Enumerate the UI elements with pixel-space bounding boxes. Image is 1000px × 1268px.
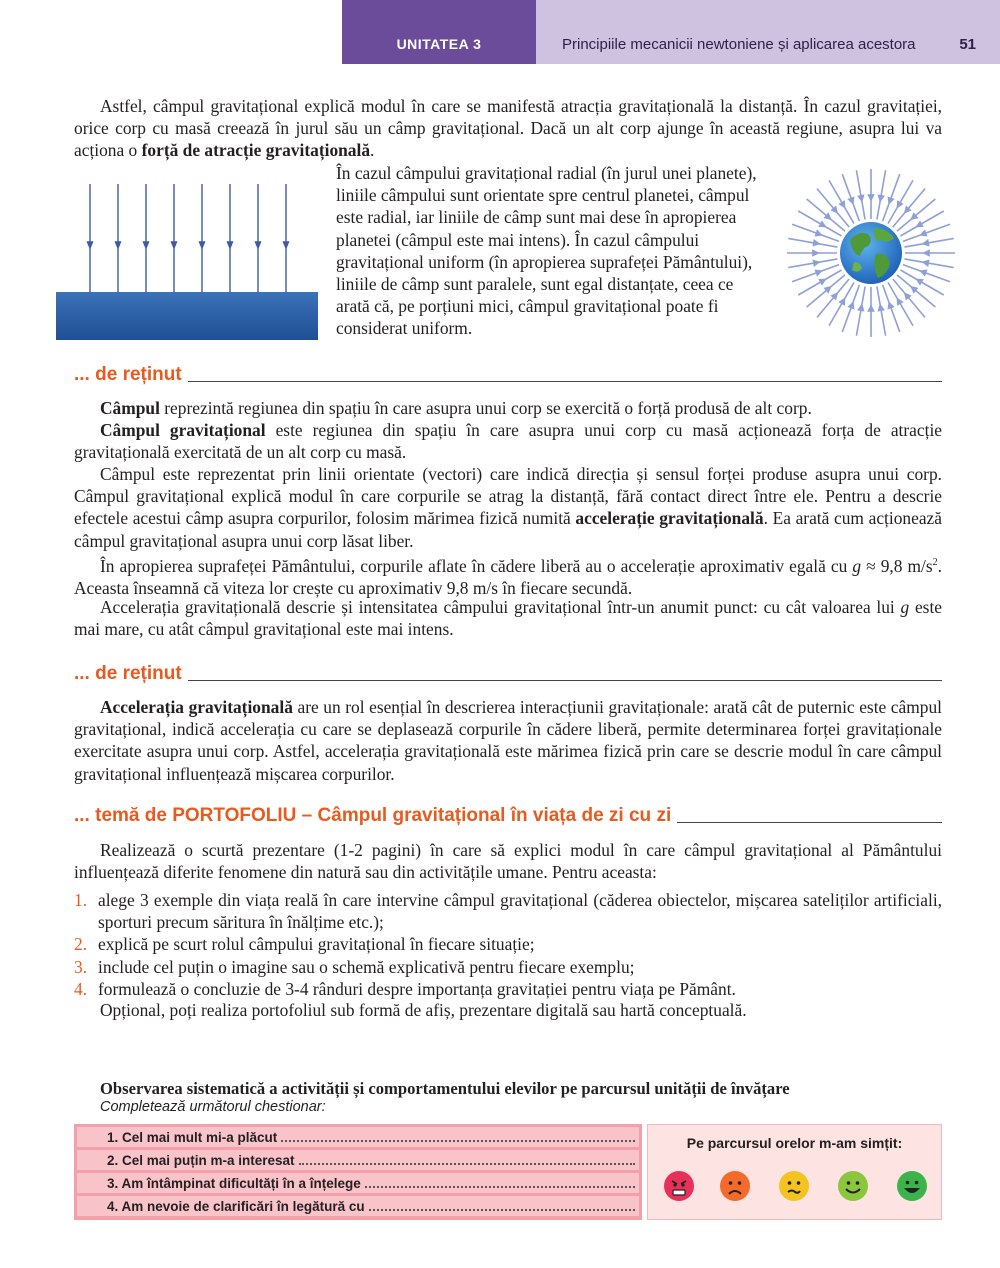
list-item: 2. explică pe scurt rolul câmpului gravitațional în fiecare situație; xyxy=(74,934,535,955)
portfolio-task-list xyxy=(74,889,942,1000)
acceleration-paragraph: Accelerația gravitațională are un rol esențial în descrierea interacțiunii gravitaționale: arată cât de puternic este câmpul gravitațional, indică accelerația cu care se deplasează corpurile în cădere liberă, permite determinarea forței gravitaționale exercitate asupra unui corp. Astfel, accelerația gravitațională este mărimea fizică prin care se descrie modul în care câmpul gravitațional influențează mișcarea corpurilor. xyxy=(74,697,942,784)
emotion-scale-label: Pe parcursul orelor m-am simțit: xyxy=(686,1135,903,1151)
chapter-title: Principiile mecanicii newtoniene și aplicarea acestora 51 xyxy=(536,0,1000,64)
question-row[interactable]: 4. Am nevoie de clarificări în legătură cu xyxy=(77,1196,639,1216)
free-fall-paragraph: În apropierea suprafeței Pământului, corpurile aflate în cădere liberă au o accelerație aproximativ egală cu g ≈ 9,8 $m/s^2$. Aceasta înseamnă că viteza lor crește cu aproximativ 9,8 m/s în fiecare secundă. xyxy=(74,555,943,598)
question-row[interactable]: 1. Cel mai mult mi-a plăcut xyxy=(77,1127,639,1147)
field-description-paragraph: În cazul câmpului gravitațional radial (în jurul unei planete), liniile câmpului sunt orientate spre centrul planetei, câmpul este radial, iar liniile de câmp sunt mai dese în apropierea planetei (câmpul este mai intens). În cazul câmpului gravitațional uniform (în apropierea suprafeței Pământului), liniile de câmp sunt paralele, sunt egal distanțate, ceea ce arată că, pe porțiuni mici, câmpul gravitațional poate fi considerat uniform. xyxy=(336,163,757,339)
field-lines-paragraph: Câmpul este reprezentat prin linii orientate (vectori) care indică direcția și sensul forței produse asupra unui corp. Câmpul gravitațional explică modul în care corpurile se atrag la distanță, fără contact direct între ele. Pentru a descrie efectele acestui câmp asupra corpurilor, folosim mărimea fizică numită accelerație gravitațională. Ea arată cum acționează câmpul gravitațional asupra unui corp lăsat liber. xyxy=(74,464,942,551)
unit-label: UNITATEA 3 xyxy=(342,0,536,64)
intro-paragraph: Astfel, câmpul gravitațional explică modul în care se manifestă atracția gravitațională la distanță. În cazul gravitației, orice corp cu masă creează în jurul său un câmp gravitațional. Dacă un alt corp ajunge în această regiune, asupra lui va acționa o forță de atracție gravitațională. xyxy=(74,96,942,161)
observation-title: Observarea sistematică a activității și comportamentului elevilor pe parcursul unității de învățare xyxy=(100,1079,790,1098)
question-row[interactable]: 3. Am întâmpinat dificultăți în a înțelege xyxy=(77,1173,639,1193)
portfolio-intro: Realizează o scurtă prezentare (1-2 pagini) în care să explici modul în care câmpul gravitațional al Pământului influențează diferite fenomene din natură sau din activitățile umane. Pentru aceasta: xyxy=(74,840,942,883)
questionnaire xyxy=(74,1124,642,1220)
definition-field: Câmpul reprezintă regiunea din spațiu în care asupra unui corp se exercită o forță produsă de alt corp. xyxy=(100,398,812,418)
page-number: 51 xyxy=(959,36,976,53)
section-heading-retinut-2: ... de reținut xyxy=(74,661,942,685)
radial-field-figure xyxy=(784,166,958,340)
smile-face-icon[interactable] xyxy=(837,1170,869,1202)
uniform-field-figure xyxy=(56,184,318,340)
list-item: 3. include cel puțin o imagine sau o schemă explicativă pentru fiecare exemplu; xyxy=(74,956,635,977)
section-heading-retinut-1: ... de reținut xyxy=(74,362,942,386)
sad-face-icon[interactable] xyxy=(719,1170,751,1202)
confused-face-icon[interactable] xyxy=(778,1170,810,1202)
observation-subtitle: Completează următorul chestionar: xyxy=(100,1099,326,1115)
intensity-paragraph: Accelerația gravitațională descrie și intensitatea câmpului gravitațional într-un anumit punct: cu cât valoarea lui g este mai mare, cu atât câmpul gravitațional este mai intens. xyxy=(74,597,943,640)
portfolio-optional: Opțional, poți realiza portofoliul sub formă de afiș, prezentare digitală sau hartă conceptuală. xyxy=(100,1000,747,1020)
angry-face-icon[interactable] xyxy=(663,1170,695,1202)
list-item: 1. alege 3 exemple din viața reală în care intervine câmpul gravitațional (căderea obiectelor, mișcarea sateliților artificiali, sporturi precum săritura în înălțime etc.); xyxy=(74,890,942,933)
emotion-scale xyxy=(647,1124,942,1220)
list-item: 4. formulează o concluzie de 3-4 rânduri despre importanța gravitației pentru viața pe Pământ. xyxy=(74,978,736,999)
question-row[interactable]: 2. Cel mai puțin m-a interesat xyxy=(77,1150,639,1170)
definition-gravitational-field: Câmpul gravitațional este regiunea din spațiu în care asupra unui corp cu masă acționează forța de atracție gravitațională exercitată de un alt corp cu masă. xyxy=(74,420,943,463)
section-heading-portfolio: ... temă de PORTOFOLIU – Câmpul gravitațional în viața de zi cu zi xyxy=(74,803,942,827)
earth-icon xyxy=(840,222,902,284)
happy-face-icon[interactable] xyxy=(896,1170,928,1202)
